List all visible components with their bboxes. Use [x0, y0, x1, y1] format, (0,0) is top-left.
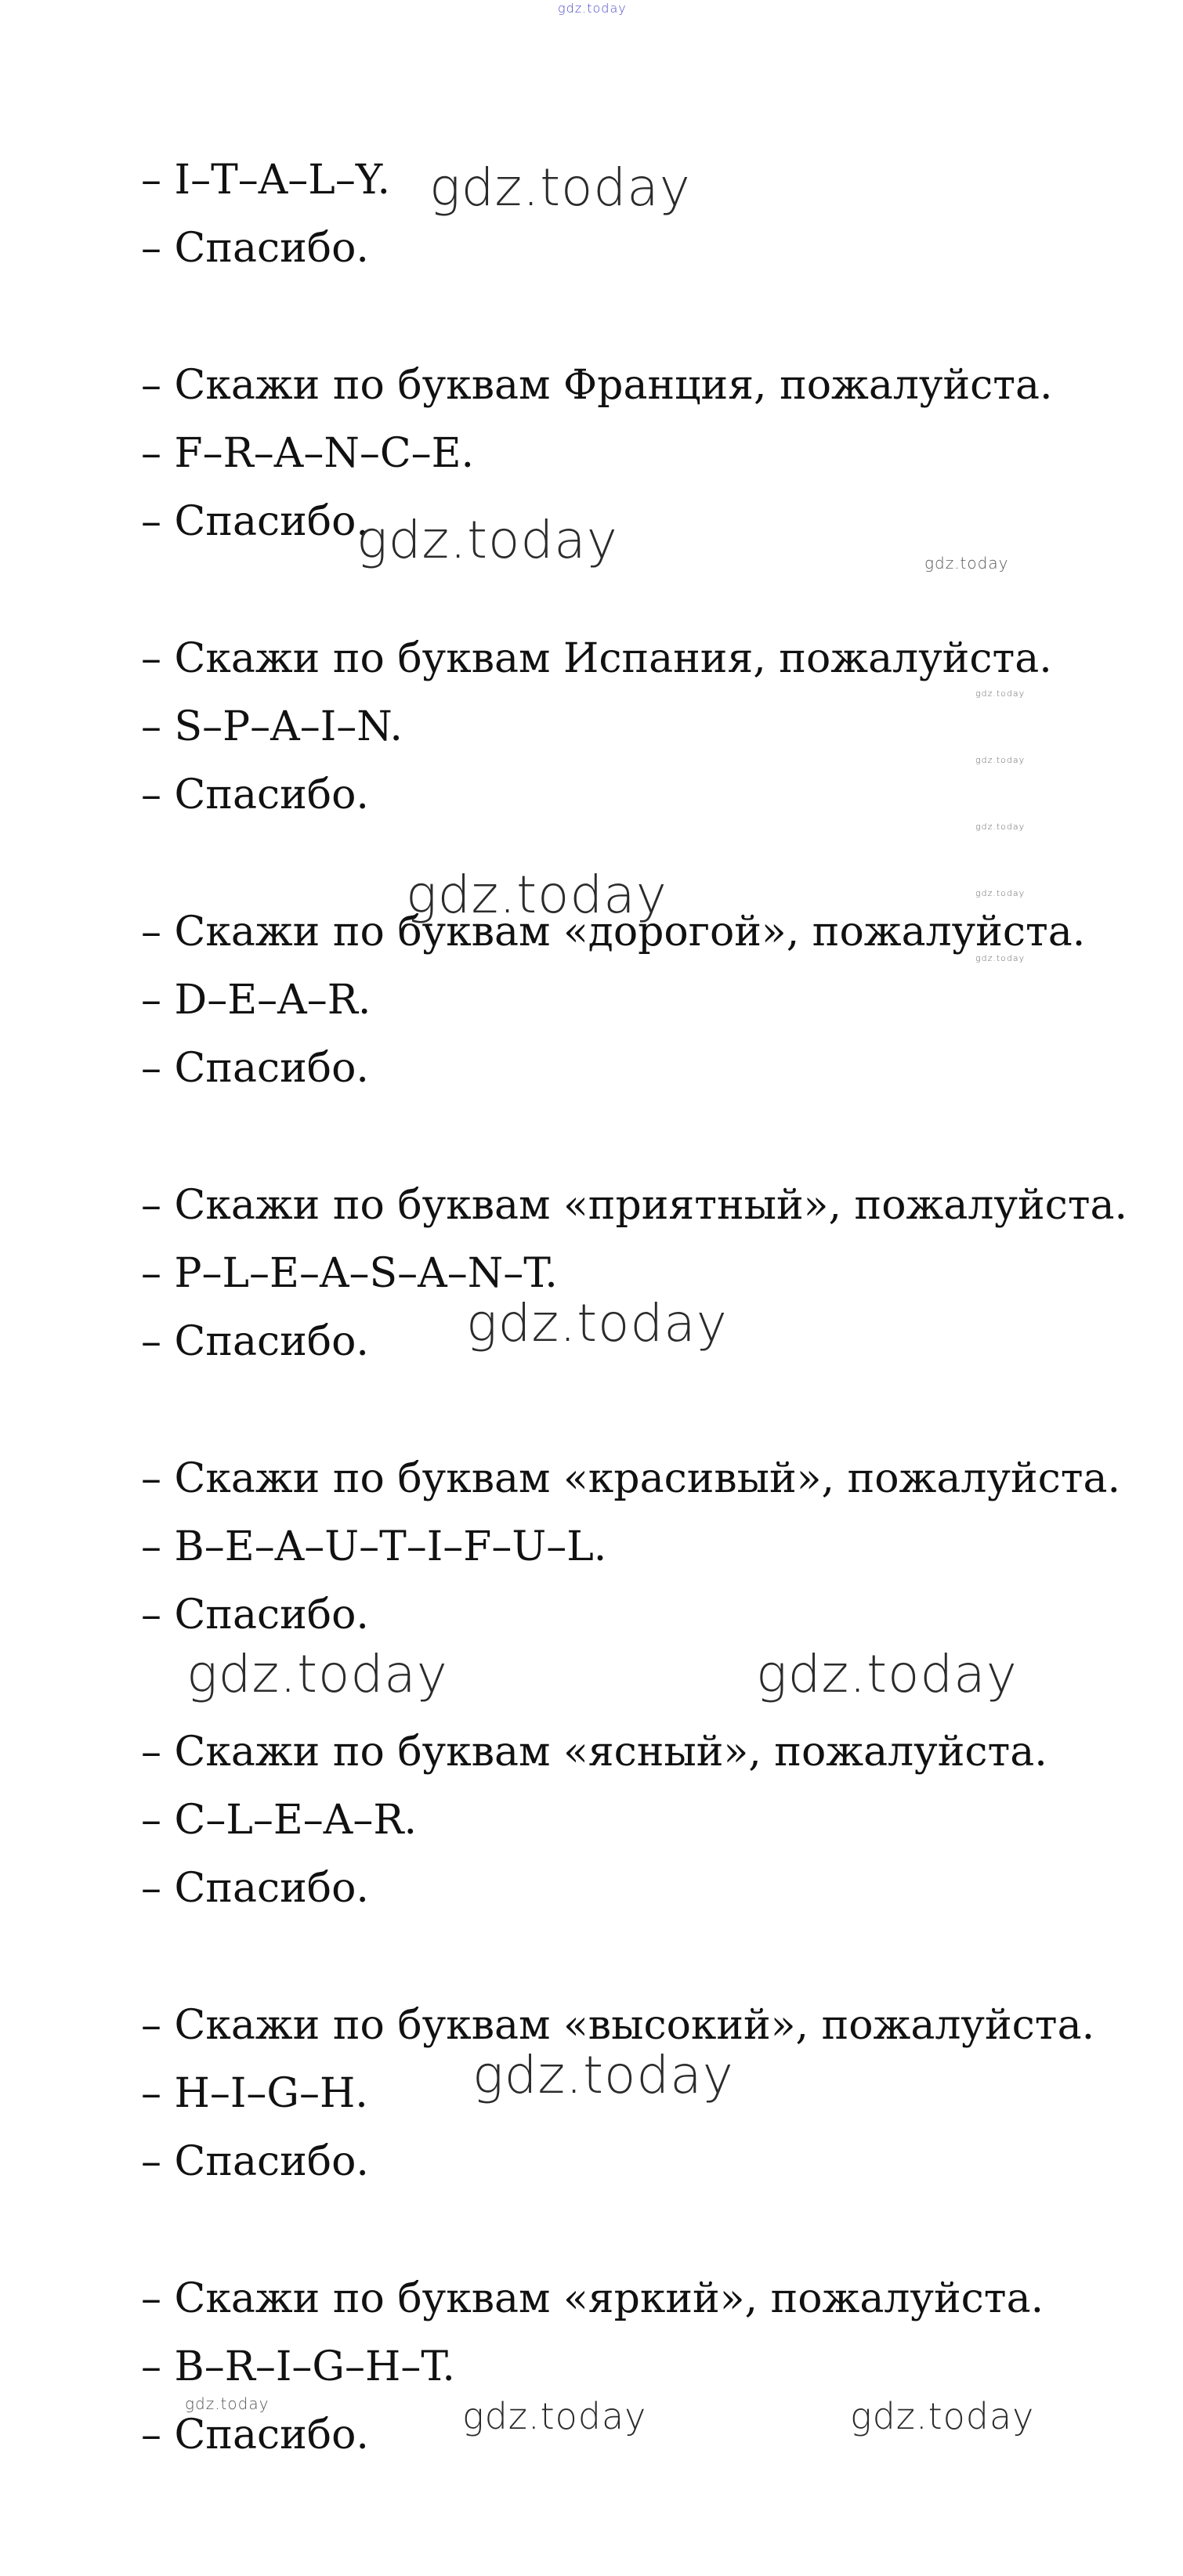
watermark: gdz.today — [975, 953, 1026, 963]
dialogue-line: – Скажи по буквам Франция, пожалуйста. — [141, 362, 1053, 409]
dialogue-line: – S–P–A–I–N. — [141, 703, 403, 750]
dialogue-line: – B–R–I–G–H–T. — [141, 2343, 455, 2390]
dialogue-line: – Скажи по буквам «красивый», пожалуйста. — [141, 1455, 1121, 1502]
dialogue-line: – Скажи по буквам Испания, пожалуйста. — [141, 635, 1052, 682]
watermark: gdz.today — [975, 755, 1026, 765]
watermark: gdz.today — [406, 865, 667, 925]
watermark: gdz.today — [462, 2395, 647, 2437]
watermark: gdz.today — [185, 2394, 270, 2413]
watermark: gdz.today — [975, 822, 1026, 832]
dialogue-line: – Спасибо. — [141, 771, 369, 818]
dialogue-line: – Скажи по буквам «ясный», пожалуйста. — [141, 1729, 1047, 1776]
dialogue-line: – Спасибо. — [141, 2138, 369, 2185]
watermark: gdz.today — [429, 157, 691, 218]
watermark: gdz.today — [466, 1293, 728, 1353]
watermark: gdz.today — [356, 510, 618, 570]
dialogue-line: – Скажи по буквам «приятный», пожалуйста. — [141, 1182, 1128, 1229]
dialogue-line: – F–R–A–N–C–E. — [141, 430, 475, 477]
dialogue-line: – Спасибо. — [141, 1045, 369, 1092]
dialogue-line: – P–L–E–A–S–A–N–T. — [141, 1250, 558, 1297]
dialogue-line: – I–T–A–L–Y. — [141, 157, 390, 204]
dialogue-line: – B–E–A–U–T–I–F–U–L. — [141, 1523, 607, 1570]
dialogue-line: – Спасибо. — [141, 225, 369, 272]
watermark: gdz.today — [756, 1644, 1018, 1704]
dialogue-line: – Спасибо. — [141, 1865, 369, 1912]
dialogue-line: – Скажи по буквам «дорогой», пожалуйста. — [141, 909, 1086, 956]
dialogue-line: – Скажи по буквам «яркий», пожалуйста. — [141, 2275, 1044, 2322]
dialogue-line: – Спасибо. — [141, 1318, 369, 1365]
dialogue-line: – H–I–G–H. — [141, 2070, 368, 2117]
dialogue-line: – Спасибо. — [141, 498, 369, 545]
watermark: gdz.today — [558, 1, 627, 16]
watermark: gdz.today — [186, 1644, 448, 1704]
dialogue-line: – Спасибо. — [141, 2412, 369, 2459]
watermark: gdz.today — [975, 688, 1026, 699]
dialogue-line: – Скажи по буквам «высокий», пожалуйста. — [141, 2002, 1095, 2049]
watermark: gdz.today — [472, 2045, 734, 2105]
watermark: gdz.today — [850, 2395, 1035, 2437]
watermark: gdz.today — [975, 888, 1026, 898]
dialogue-line: – D–E–A–R. — [141, 977, 371, 1024]
watermark: gdz.today — [924, 554, 1009, 573]
dialogue-line: – Спасибо. — [141, 1591, 369, 1638]
dialogue-line: – C–L–E–A–R. — [141, 1797, 418, 1844]
